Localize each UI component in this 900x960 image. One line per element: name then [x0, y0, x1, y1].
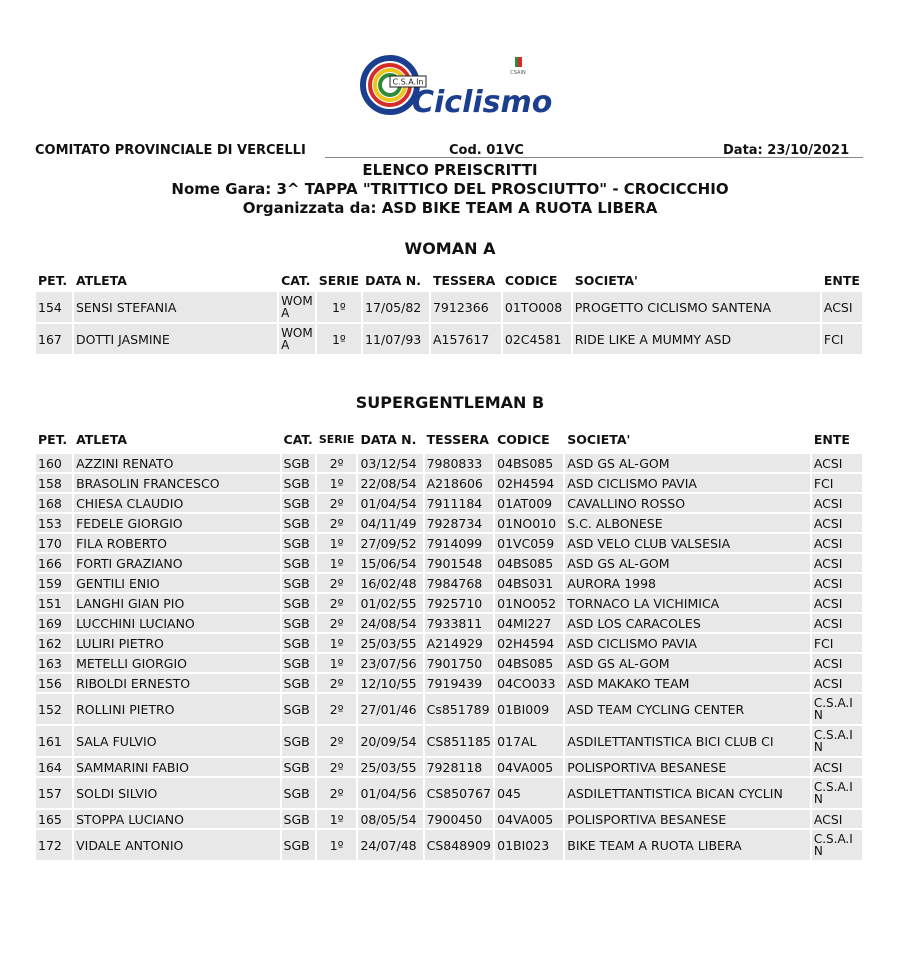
code-cell: 01VC059: [495, 534, 563, 552]
code-cell: 04VA005: [495, 810, 563, 828]
card-cell: 7928734: [425, 514, 494, 532]
athlete-cell: GENTILI ENIO: [74, 574, 279, 592]
table-row: [36, 810, 862, 828]
card-cell: 7925710: [425, 594, 494, 612]
card-cell: CS850767: [425, 778, 494, 808]
athlete-cell: DOTTI JASMINE: [74, 324, 277, 354]
csain-ciclismo-logo: [360, 52, 553, 120]
card-cell: 7914099: [425, 534, 494, 552]
club-cell: ASD GS AL-GOM: [565, 454, 810, 472]
card-cell: A218606: [425, 474, 494, 492]
col-codice: CODICE: [497, 431, 550, 447]
pet-cell: 151: [36, 594, 72, 612]
serie-cell: 1º: [317, 292, 361, 322]
code-cell: 04BS085: [495, 454, 563, 472]
entity-cell: ACSI: [812, 614, 862, 632]
code-cell: 01NO052: [495, 594, 563, 612]
col-tessera: TESSERA: [432, 272, 496, 288]
entity-cell: ACSI: [812, 494, 862, 512]
code-cell: 02H4594: [495, 474, 563, 492]
category-cell: SGB: [282, 758, 315, 776]
entity-cell: C.S.A.I N: [812, 778, 862, 808]
category-cell: SGB: [282, 454, 315, 472]
serie-cell: 2º: [317, 778, 357, 808]
category-cell: SGB: [282, 514, 315, 532]
category-cell: SGB: [282, 614, 315, 632]
header-rule: [325, 157, 863, 158]
birthdate-cell: 01/02/55: [358, 594, 422, 612]
table-row: [36, 778, 862, 808]
serie-cell: 1º: [317, 534, 357, 552]
serie-cell: 2º: [317, 758, 357, 776]
entity-cell: C.S.A.I N: [812, 694, 862, 724]
entity-cell: FCI: [822, 324, 862, 354]
col-ente: ENTE: [823, 272, 860, 288]
category-cell: WOM A: [281, 294, 313, 320]
logo-mark: CSAIN: [510, 70, 526, 76]
club-cell: ASD GS AL-GOM: [565, 654, 810, 672]
document-date: Data: 23/10/2021: [723, 143, 850, 158]
athlete-cell: ROLLINI PIETRO: [74, 694, 279, 724]
athlete-cell: LANGHI GIAN PIO: [74, 594, 279, 612]
supergentleman-b-table: [34, 424, 864, 862]
code-cell: 01NO010: [495, 514, 563, 532]
entity-cell: ACSI: [812, 758, 862, 776]
athlete-cell: FEDELE GIORGIO: [74, 514, 279, 532]
code-cell: 04BS085: [495, 654, 563, 672]
club-cell: ASD CICLISMO PAVIA: [565, 634, 810, 652]
card-cell: Cs851789: [425, 694, 494, 724]
category-cell: WOM A: [281, 326, 313, 352]
category-cell: SGB: [282, 554, 315, 572]
entity-cell: ACSI: [812, 674, 862, 692]
club-cell: ASDILETTANTISTICA BICAN CYCLIN: [565, 778, 810, 808]
table-row: [36, 474, 862, 492]
col-codice: CODICE: [504, 272, 558, 288]
pet-cell: 161: [36, 726, 72, 756]
birthdate-cell: 15/06/54: [358, 554, 422, 572]
code-cell: 04BS031: [495, 574, 563, 592]
serie-cell: 2º: [317, 454, 357, 472]
pet-cell: 170: [36, 534, 72, 552]
pet-cell: 154: [36, 292, 72, 322]
category-cell: SGB: [282, 634, 315, 652]
table-row: [36, 614, 862, 632]
code-cell: 04CO033: [495, 674, 563, 692]
serie-cell: 1º: [317, 830, 357, 860]
club-cell: ASD VELO CLUB VALSESIA: [565, 534, 810, 552]
document-code: Cod. 01VC: [449, 143, 524, 158]
list-title: ELENCO PREISCRITTI: [362, 161, 538, 179]
club-cell: TORNACO LA VICHIMICA: [565, 594, 810, 612]
athlete-cell: FORTI GRAZIANO: [74, 554, 279, 572]
col-societa: SOCIETA': [567, 431, 631, 447]
code-cell: 02C4581: [503, 324, 571, 354]
entity-cell: C.S.A.I N: [812, 830, 862, 860]
category-cell: SGB: [282, 574, 315, 592]
code-cell: 04MI227: [495, 614, 563, 632]
pet-cell: 168: [36, 494, 72, 512]
col-cat: CAT.: [283, 431, 313, 447]
pet-cell: 166: [36, 554, 72, 572]
entity-cell: ACSI: [812, 454, 862, 472]
table-row: [36, 514, 862, 532]
code-cell: 01BI009: [495, 694, 563, 724]
birthdate-cell: 23/07/56: [358, 654, 422, 672]
table-row: [36, 574, 862, 592]
code-cell: 02H4594: [495, 634, 563, 652]
athlete-cell: SOLDI SILVIO: [74, 778, 279, 808]
pet-cell: 160: [36, 454, 72, 472]
category-cell: SGB: [282, 694, 315, 724]
entity-cell: ACSI: [812, 594, 862, 612]
athlete-cell: AZZINI RENATO: [74, 454, 279, 472]
pet-cell: 159: [36, 574, 72, 592]
club-cell: ASD GS AL-GOM: [565, 554, 810, 572]
category-cell: SGB: [282, 830, 315, 860]
table-row: [36, 292, 862, 322]
table-row: [36, 594, 862, 612]
pet-cell: 152: [36, 694, 72, 724]
pet-cell: 172: [36, 830, 72, 860]
birthdate-cell: 17/05/82: [363, 292, 429, 322]
club-cell: ASD MAKAKO TEAM: [565, 674, 810, 692]
athlete-cell: VIDALE ANTONIO: [74, 830, 279, 860]
col-serie: SERIE: [318, 432, 355, 446]
athlete-cell: STOPPA LUCIANO: [74, 810, 279, 828]
card-cell: A157617: [431, 324, 501, 354]
table-row: [36, 634, 862, 652]
serie-cell: 1º: [317, 554, 357, 572]
serie-cell: 1º: [317, 654, 357, 672]
category-cell: SGB: [282, 726, 315, 756]
col-cat: CAT.: [281, 272, 311, 288]
col-pet: PET.: [38, 431, 68, 447]
col-data: DATA N.: [360, 431, 417, 447]
code-cell: 04BS085: [495, 554, 563, 572]
woman-a-table: [34, 268, 864, 356]
pet-cell: 164: [36, 758, 72, 776]
birthdate-cell: 24/08/54: [358, 614, 422, 632]
table-row: [36, 694, 862, 724]
col-atleta: ATLETA: [75, 272, 127, 288]
serie-cell: 1º: [317, 634, 357, 652]
table-row: [36, 674, 862, 692]
table-row: [36, 830, 862, 860]
table-row: [36, 534, 862, 552]
organizer: Organizzata da: ASD BIKE TEAM A RUOTA LIBERA: [242, 199, 658, 217]
entity-cell: ACSI: [812, 574, 862, 592]
serie-cell: 2º: [317, 594, 357, 612]
athlete-cell: SAMMARINI FABIO: [74, 758, 279, 776]
birthdate-cell: 27/09/52: [358, 534, 422, 552]
card-cell: CS848909: [425, 830, 494, 860]
card-cell: 7984768: [425, 574, 494, 592]
category-cell: SGB: [282, 474, 315, 492]
table-row: [36, 654, 862, 672]
birthdate-cell: 01/04/56: [358, 778, 422, 808]
category-cell: SGB: [282, 654, 315, 672]
col-tessera: TESSERA: [426, 431, 489, 447]
logo-word: Ciclismo: [412, 85, 553, 120]
birthdate-cell: 11/07/93: [363, 324, 429, 354]
table-row: [36, 758, 862, 776]
athlete-cell: SALA FULVIO: [74, 726, 279, 756]
category-cell: SGB: [282, 778, 315, 808]
birthdate-cell: 20/09/54: [358, 726, 422, 756]
entity-cell: ACSI: [812, 554, 862, 572]
code-cell: 017AL: [495, 726, 563, 756]
card-cell: 7912366: [431, 292, 501, 322]
serie-cell: 2º: [317, 614, 357, 632]
club-cell: CAVALLINO ROSSO: [565, 494, 810, 512]
birthdate-cell: 24/07/48: [358, 830, 422, 860]
birthdate-cell: 12/10/55: [358, 674, 422, 692]
table-row: [36, 494, 862, 512]
birthdate-cell: 16/02/48: [358, 574, 422, 592]
serie-cell: 2º: [317, 674, 357, 692]
table-row: [36, 454, 862, 472]
serie-cell: 2º: [317, 726, 357, 756]
committee-name: COMITATO PROVINCIALE DI VERCELLI: [35, 143, 306, 158]
card-cell: CS851185: [425, 726, 494, 756]
section-title-woman-a: WOMAN A: [404, 239, 496, 258]
entity-cell: ACSI: [812, 654, 862, 672]
table-row: [36, 324, 862, 354]
birthdate-cell: 27/01/46: [358, 694, 422, 724]
entity-cell: ACSI: [812, 514, 862, 532]
section-title-supergentleman-b: SUPERGENTLEMAN B: [355, 393, 545, 412]
birthdate-cell: 08/05/54: [358, 810, 422, 828]
category-cell: SGB: [282, 594, 315, 612]
col-atleta: ATLETA: [76, 431, 128, 447]
col-serie: SERIE: [318, 272, 360, 288]
athlete-cell: LUCCHINI LUCIANO: [74, 614, 279, 632]
col-societa: SOCIETA': [574, 272, 638, 288]
pet-cell: 162: [36, 634, 72, 652]
race-name: Nome Gara: 3^ TAPPA "TRITTICO DEL PROSCIUTTO" - CROCICCHIO: [171, 180, 729, 198]
entity-cell: ACSI: [812, 534, 862, 552]
pet-cell: 163: [36, 654, 72, 672]
card-cell: 7933811: [425, 614, 494, 632]
entity-cell: ACSI: [822, 292, 862, 322]
serie-cell: 2º: [317, 574, 357, 592]
serie-cell: 1º: [317, 474, 357, 492]
birthdate-cell: 01/04/54: [358, 494, 422, 512]
pet-cell: 153: [36, 514, 72, 532]
birthdate-cell: 22/08/54: [358, 474, 422, 492]
pet-cell: 165: [36, 810, 72, 828]
serie-cell: 1º: [317, 324, 361, 354]
logo-badge-text: C.S.A.In: [392, 77, 424, 87]
category-cell: SGB: [282, 674, 315, 692]
pet-cell: 169: [36, 614, 72, 632]
card-cell: 7901750: [425, 654, 494, 672]
athlete-cell: LULIRI PIETRO: [74, 634, 279, 652]
club-cell: AURORA 1998: [565, 574, 810, 592]
club-cell: RIDE LIKE A MUMMY ASD: [573, 324, 820, 354]
pet-cell: 156: [36, 674, 72, 692]
table-row: [36, 726, 862, 756]
col-ente: ENTE: [813, 431, 850, 447]
code-cell: 01TO008: [503, 292, 571, 322]
club-cell: PROGETTO CICLISMO SANTENA: [573, 292, 820, 322]
table-row: [36, 554, 862, 572]
serie-cell: 2º: [317, 514, 357, 532]
col-data: DATA N.: [365, 272, 421, 288]
birthdate-cell: 25/03/55: [358, 758, 422, 776]
athlete-cell: METELLI GIORGIO: [74, 654, 279, 672]
category-cell: SGB: [282, 534, 315, 552]
serie-cell: 1º: [317, 810, 357, 828]
athlete-cell: CHIESA CLAUDIO: [74, 494, 279, 512]
athlete-cell: SENSI STEFANIA: [74, 292, 277, 322]
code-cell: 04VA005: [495, 758, 563, 776]
pet-cell: 158: [36, 474, 72, 492]
pet-cell: 157: [36, 778, 72, 808]
club-cell: ASD LOS CARACOLES: [565, 614, 810, 632]
category-cell: SGB: [282, 810, 315, 828]
card-cell: 7919439: [425, 674, 494, 692]
serie-cell: 2º: [317, 494, 357, 512]
club-cell: ASDILETTANTISTICA BICI CLUB CI: [565, 726, 810, 756]
club-cell: ASD CICLISMO PAVIA: [565, 474, 810, 492]
entity-cell: ACSI: [812, 810, 862, 828]
card-cell: 7901548: [425, 554, 494, 572]
card-cell: 7928118: [425, 758, 494, 776]
entity-cell: FCI: [812, 474, 862, 492]
card-cell: A214929: [425, 634, 494, 652]
club-cell: BIKE TEAM A RUOTA LIBERA: [565, 830, 810, 860]
code-cell: 01AT009: [495, 494, 563, 512]
club-cell: ASD TEAM CYCLING CENTER: [565, 694, 810, 724]
category-cell: SGB: [282, 494, 315, 512]
col-pet: PET.: [38, 272, 68, 288]
club-cell: POLISPORTIVA BESANESE: [565, 810, 810, 828]
card-cell: 7911184: [425, 494, 494, 512]
athlete-cell: FILA ROBERTO: [74, 534, 279, 552]
code-cell: 045: [495, 778, 563, 808]
code-cell: 01BI023: [495, 830, 563, 860]
birthdate-cell: 04/11/49: [358, 514, 422, 532]
pet-cell: 167: [36, 324, 72, 354]
birthdate-cell: 03/12/54: [358, 454, 422, 472]
entity-cell: FCI: [812, 634, 862, 652]
club-cell: POLISPORTIVA BESANESE: [565, 758, 810, 776]
birthdate-cell: 25/03/55: [358, 634, 422, 652]
card-cell: 7900450: [425, 810, 494, 828]
entity-cell: C.S.A.I N: [812, 726, 862, 756]
serie-cell: 2º: [317, 694, 357, 724]
club-cell: S.C. ALBONESE: [565, 514, 810, 532]
card-cell: 7980833: [425, 454, 494, 472]
athlete-cell: RIBOLDI ERNESTO: [74, 674, 279, 692]
athlete-cell: BRASOLIN FRANCESCO: [74, 474, 279, 492]
